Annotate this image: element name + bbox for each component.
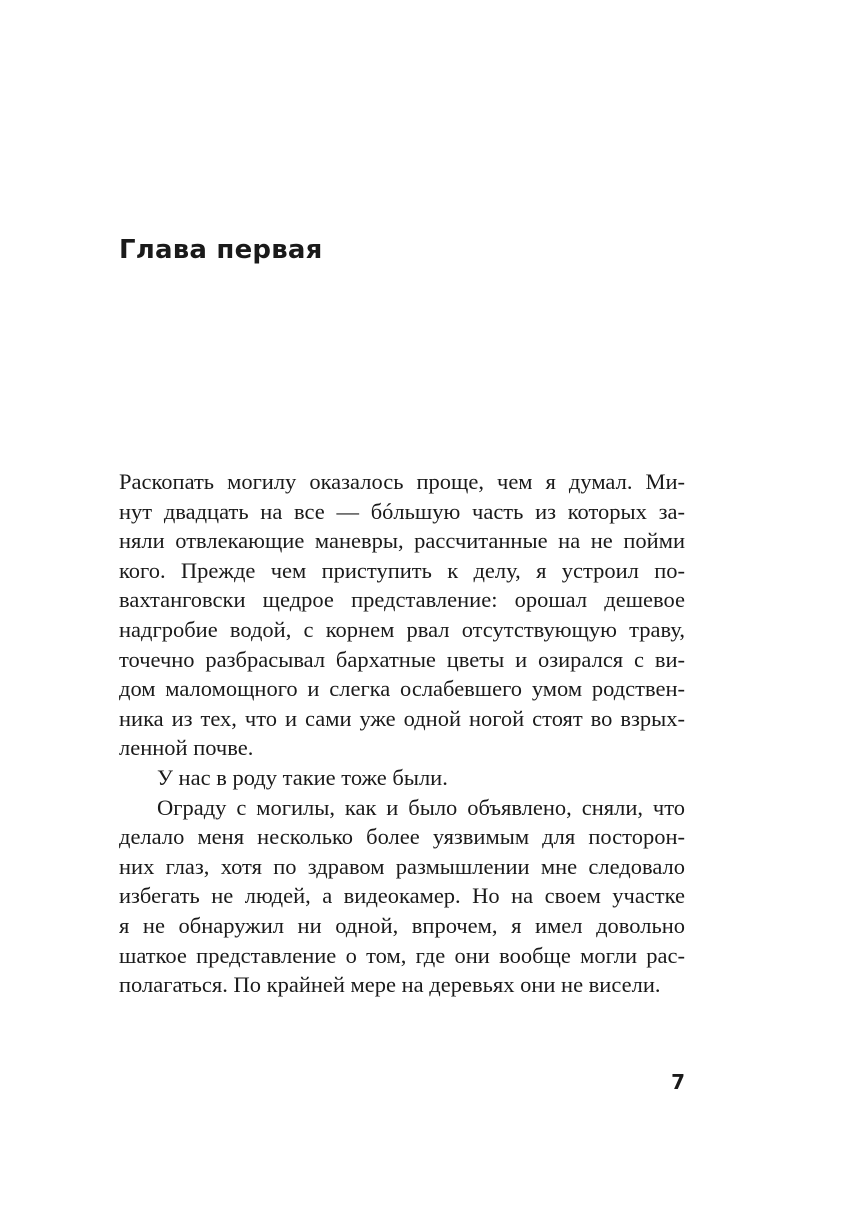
text-line: вахтанговски щедрое представление: орошал дешевое <box>119 587 685 613</box>
chapter-title: Глава первая <box>119 235 323 265</box>
page-number: 7 <box>671 1070 685 1094</box>
text-line: ника из тех, что и сами уже одной ногой стоят во взрых- <box>119 705 685 731</box>
text-line: полагаться. По крайней мере на деревьях они не висели. <box>119 972 661 998</box>
text-line: Ограду с могилы, как и было объявлено, сняли, что <box>157 794 685 820</box>
text-line: надгробие водой, с корнем рвал отсутствующую траву, <box>119 616 685 642</box>
text-line: дом маломощного и слегка ослабевшего умом родствен- <box>119 676 685 702</box>
text-line: точечно разбрасывал бархатные цветы и озирался с ви- <box>119 646 685 672</box>
body-text <box>119 467 685 1000</box>
text-line: кого. Прежде чем приступить к делу, я устроил по- <box>119 557 685 583</box>
text-line: я не обнаружил ни одной, впрочем, я имел довольно <box>119 912 685 938</box>
text-line: избегать не людей, а видеокамер. Но на своем участке <box>119 883 685 909</box>
text-line: У нас в роду такие тоже были. <box>157 764 448 790</box>
text-line: делало меня несколько более уязвимым для посторон- <box>119 824 685 850</box>
text-line: них глаз, хотя по здравом размышлении мне следовало <box>119 853 685 879</box>
text-line: нут двадцать на все — бóльшую часть из которых за- <box>119 498 685 524</box>
text-line: няли отвлекающие маневры, рассчитанные на не пойми <box>119 528 685 554</box>
text-line: Раскопать могилу оказалось проще, чем я думал. Ми- <box>119 469 685 494</box>
text-line: шаткое представление о том, где они вообще могли рас- <box>119 942 685 968</box>
text-line: ленной почве. <box>119 735 254 761</box>
